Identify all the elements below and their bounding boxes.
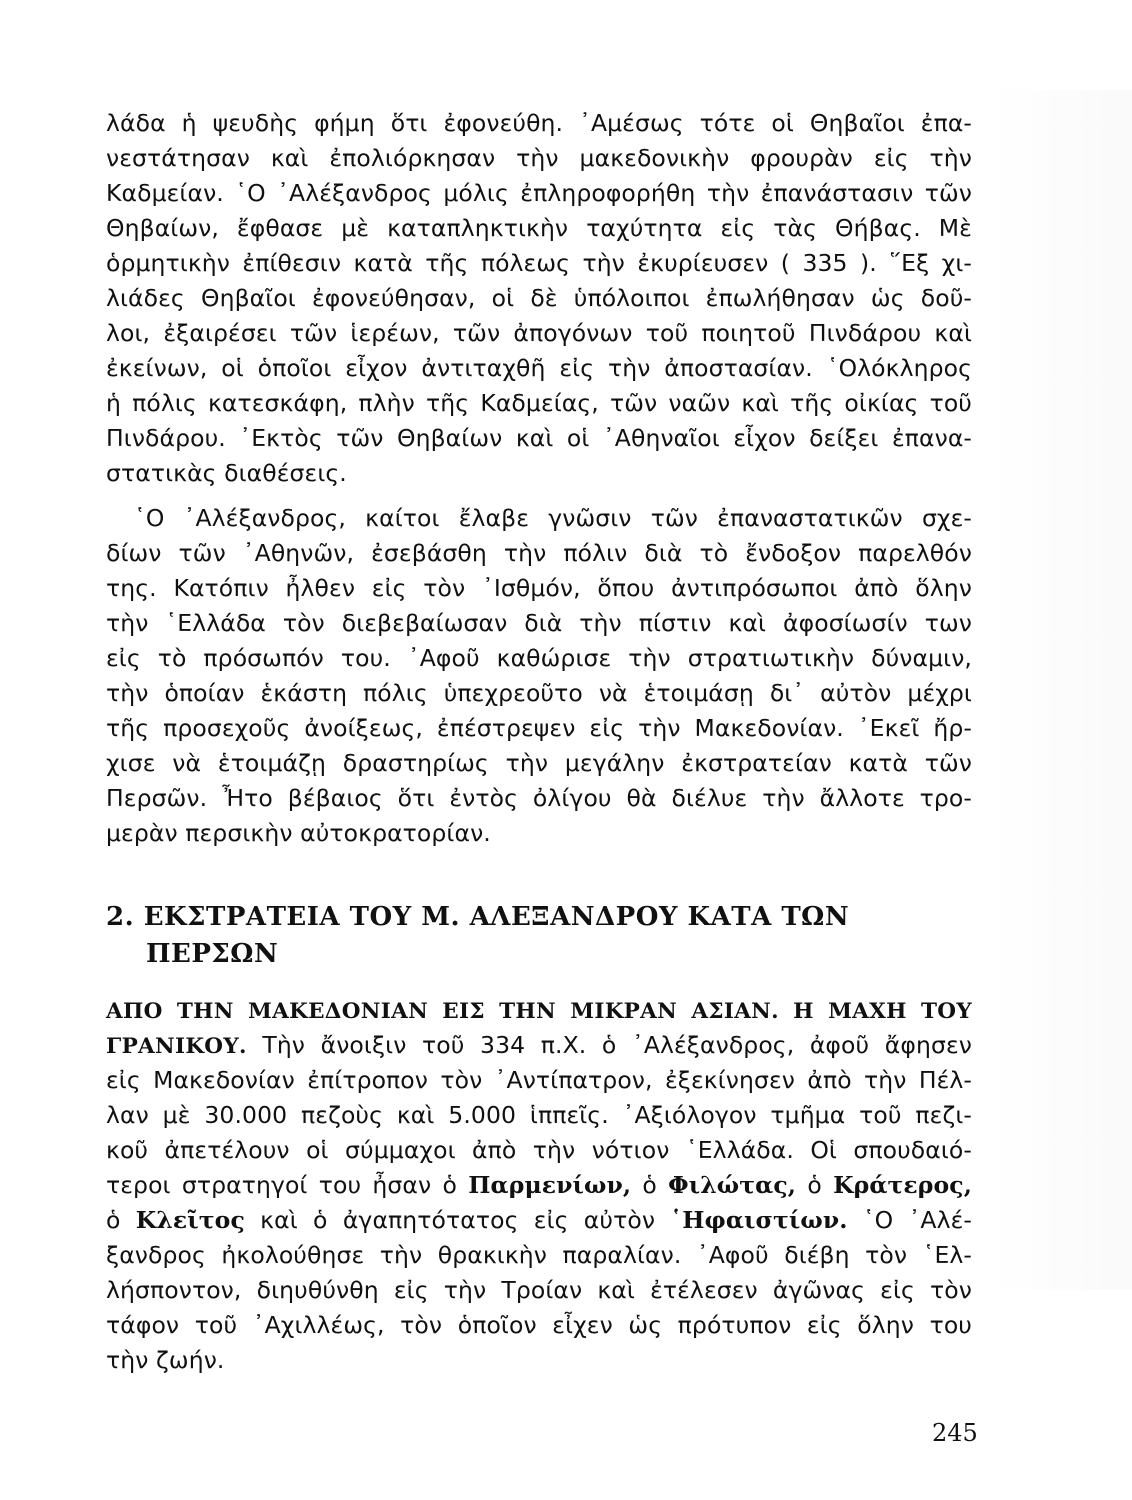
subsection-heading-text-end: ΓΡΑΝΙΚΟΥ. [106,1034,247,1059]
text-line: Καδμείαν. ῾Ο ᾿Αλέξανδρος μόλις ἐπληροφορήθη τὴν ἐπανάστασιν τῶν [106,179,972,207]
text-line: λιάδες Θηβαῖοι ἐφονεύθησαν, οἱ δὲ ὑπόλοιποι ἐπωλήθησαν ὡς δοῦ- [106,284,972,312]
text-line: χισε νὰ ἑτοιμάζῃ δραστηρίως τὴν μεγάλην ἐκστρατείαν κατὰ τῶν [106,749,972,777]
page-number: 245 [932,1419,978,1447]
bold-name-philotas: Φιλώτας, [668,1171,797,1199]
text-line: νεστάτησαν καὶ ἐπολιόρκησαν τὴν μακεδονικὴν φρουρὰν εἰς τὴν [106,144,972,172]
text-line: ἡ πόλις κατεσκάφη, πλὴν τῆς Καδμείας, τῶν ναῶν καὶ τῆς οἰκίας τοῦ [106,389,972,417]
bold-name-parmenion: Παρμενίων, [468,1171,632,1199]
text-line: λάδα ἡ ψευδὴς φήμη ὅτι ἐφονεύθη. ᾿Αμέσως τότε οἱ Θηβαῖοι ἐπα- [106,109,972,137]
section-heading-continued: ΠΕΡΣΩΝ [146,939,279,969]
text-line: τάφον τοῦ ᾿Αχιλλέως, τὸν ὁποῖον εἶχεν ὡς πρότυπον εἰς ὅλην του [106,1311,972,1339]
text-span: Τὴν ἄνοιξιν τοῦ 334 π.Χ. ὁ ᾿Αλέξανδρος, ἀφοῦ ἄφησεν [246,1031,972,1059]
text-line: τὴν ῾Ελλάδα τὸν διεβεβαίωσαν διὰ τὴν πίστιν καὶ ἀφοσίωσίν των [106,609,972,637]
text-line: λοι, ἐξαιρέσει τῶν ἱερέων, τῶν ἀπογόνων τοῦ ποιητοῦ Πινδάρου καὶ [106,319,972,347]
page-bleed-shadow [992,90,1132,1290]
text-line [106,1205,972,1235]
text-line: ὁρμητικὴν ἐπίθεσιν κατὰ τῆς πόλεως τὴν ἐκυρίευσεν ( 335 ). ῞Εξ χι- [106,249,972,277]
text-line: ῾Ο ᾿Αλέξανδρος, καίτοι ἔλαβε γνῶσιν τῶν ἐπαναστατικῶν σχε- [134,504,972,532]
text-line: κοῦ ἀπετέλουν οἱ σύμμαχοι ἀπὸ τὴν νότιον ῾Ελλάδα. Οἱ σπουδαιό- [106,1136,972,1164]
subsection-heading-text: ΑΠΟ ΤΗΝ ΜΑΚΕΔΟΝΙΑΝ ΕΙΣ ΤΗΝ ΜΙΚΡΑΝ ΑΣΙΑΝ. Η ΜΑΧΗ ΤΟΥ [106,999,972,1024]
text-span: ῾Ο ᾿Αλέ- [847,1206,972,1234]
text-line: ξανδρος ἠκολούθησε τὴν θρακικὴν παραλίαν. ᾿Αφοῦ διέβη τὸν ῾Ελ- [106,1241,972,1269]
text-line: λαν μὲ 30.000 πεζοὺς καὶ 5.000 ἱππεῖς. ᾿Αξιόλογον τμῆμα τοῦ πεζι- [106,1101,972,1129]
subsection-heading [106,995,972,1027]
text-line: εἰς τὸ πρόσωπόν του. ᾿Αφοῦ καθώρισε τὴν στρατιωτικὴν δύναμιν, [106,644,972,672]
text-line: στατικὰς διαθέσεις. [106,459,347,487]
text-line: τὴν ὁποίαν ἑκάστη πόλις ὑπεχρεοῦτο νὰ ἑτοιμάσῃ δι᾿ αὐτὸν μέχρι [106,679,972,707]
text-line: ἐκείνων, οἱ ὁποῖοι εἶχον ἀντιταχθῆ εἰς τὴν ἀποστασίαν. ῾Ολόκληρος [106,354,972,382]
text-line: λήσποντον, διηυθύνθη εἰς τὴν Τροίαν καὶ ἐτέλεσεν ἀγῶνας εἰς τὸν [106,1276,972,1304]
text-line [106,1030,972,1062]
text-line: Θηβαίων, ἔφθασε μὲ καταπληκτικὴν ταχύτητα εἰς τὰς Θήβας. Μὲ [106,214,972,242]
text-span: καὶ ὁ ἀγαπητότατος εἰς αὐτὸν [244,1206,671,1234]
text-span: ὁ [106,1206,136,1234]
text-line: μερὰν περσικὴν αὐτοκρατορίαν. [106,819,491,847]
text-line: δίων τῶν ᾿Αθηνῶν, ἐσεβάσθη τὴν πόλιν διὰ τὸ ἔνδοξον παρελθόν [106,539,972,567]
text-span: ὁ [796,1171,834,1199]
bold-name-kleitos: Κλεῖτος [135,1206,245,1234]
section-heading: 2. ΕΚΣΤΡΑΤΕΙΑ ΤΟΥ Μ. ΑΛΕΞΑΝΔΡΟΥ ΚΑΤΑ ΤΩΝ [106,902,850,932]
text-line: τῆς προσεχοῦς ἀνοίξεως, ἐπέστρεψεν εἰς τὴν Μακεδονίαν. ᾿Εκεῖ ἤρ- [106,714,972,742]
text-span: τεροι στρατηγοί του ἦσαν ὁ [106,1171,469,1199]
text-line [106,1170,972,1200]
text-line: Περσῶν. Ἦτο βέβαιος ὅτι ἐντὸς ὀλίγου θὰ διέλυε τὴν ἄλλοτε τρο- [106,784,972,812]
text-line: της. Κατόπιν ἦλθεν εἰς τὸν ᾿Ισθμόν, ὅπου ἀντιπρόσωποι ἀπὸ ὅλην [106,574,972,602]
text-line: εἰς Μακεδονίαν ἐπίτροπον τὸν ᾿Αντίπατρον, ἐξεκίνησεν ἀπὸ τὴν Πέλ- [106,1066,972,1094]
bold-name-hephaistion: ῾Ηφαιστίων. [670,1206,848,1234]
text-line: Πινδάρου. ᾿Εκτὸς τῶν Θηβαίων καὶ οἱ ᾿Αθηναῖοι εἶχον δείξει ἐπανα- [106,424,972,452]
bold-name-krateros: Κράτερος, [833,1171,972,1199]
text-span: ὁ [631,1171,669,1199]
text-line: τὴν ζωήν. [106,1346,225,1374]
